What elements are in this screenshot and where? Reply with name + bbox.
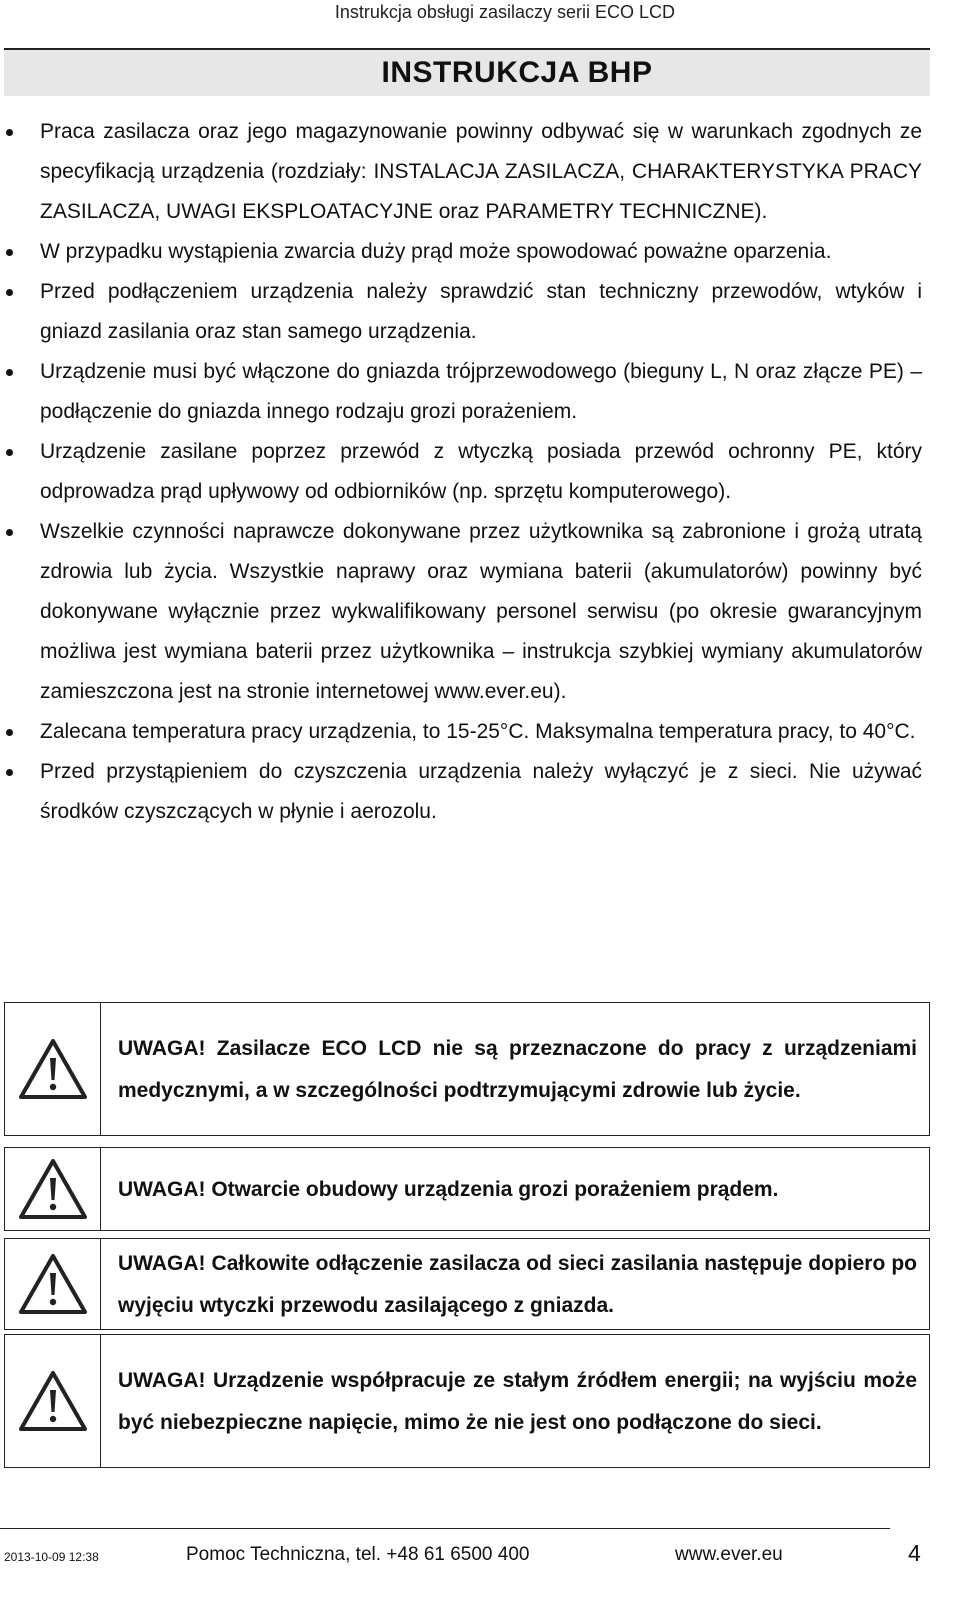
list-item-text: Wszelkie czynności naprawcze dokonywane przez użytkownika są zabronione i grożą utratą zdrowia lub życia. Wszystkie naprawy oraz wymiana baterii (akumulatorów) powinny być dokonywane wyłącznie przez wykwalifikowany personel serwisu (po okresie gwarancyjnym możliwa jest wymiana baterii przez użytkownika – instrukcja szybkiej wymiany akumulatorów zamieszczona jest na stronie internetowej www.ever.eu).	[40, 520, 922, 703]
list-item	[0, 712, 960, 752]
warning-text: UWAGA! Całkowite odłączenie zasilacza od sieci zasilania następuje dopiero po wyjęciu wtyczki przewodu zasilającego z gniazda.	[118, 1252, 917, 1317]
page-number: 4	[908, 1540, 921, 1566]
list-item-text: Przed przystąpieniem do czyszczenia urządzenia należy wyłączyć je z sieci. Nie używać środków czyszczących w płynie i aerozolu.	[40, 760, 922, 823]
bullet-icon	[6, 249, 13, 256]
list-item	[0, 512, 960, 712]
bullet-icon	[6, 289, 13, 296]
warning-text: UWAGA! Urządzenie współpracuje ze stałym źródłem energii; na wyjściu może być niebezpieczne napięcie, mimo że nie jest ono podłączone do sieci.	[118, 1369, 917, 1434]
list-item-text: Urządzenie musi być włączone do gniazda trójprzewodowego (bieguny L, N oraz złącze PE) – podłączenie do gniazda innego rodzaju grozi porażeniem.	[40, 360, 922, 423]
list-item-text: Zalecana temperatura pracy urządzenia, to 15-25°C. Maksymalna temperatura pracy, to 40°C.	[40, 720, 916, 743]
warning-box-medical	[4, 1002, 930, 1136]
list-item	[0, 272, 960, 352]
list-item	[0, 752, 960, 832]
warning-box-housing	[4, 1147, 930, 1231]
warning-text: UWAGA! Zasilacze ECO LCD nie są przeznaczone do pracy z urządzeniami medycznymi, a w szczególności podtrzymującymi zdrowie lub życie.	[118, 1037, 917, 1102]
warning-triangle-icon	[18, 1038, 88, 1100]
list-item	[0, 112, 960, 232]
list-item	[0, 432, 960, 512]
footer-website: www.ever.eu	[675, 1544, 783, 1565]
list-item-text: Przed podłączeniem urządzenia należy sprawdzić stan techniczny przewodów, wtyków i gniazd zasilania oraz stan samego urządzenia.	[40, 280, 922, 343]
bullet-icon	[6, 369, 13, 376]
warning-text: UWAGA! Otwarcie obudowy urządzenia grozi porażeniem prądem.	[118, 1178, 779, 1201]
section-heading-bar	[4, 48, 930, 96]
footer-date: 2013-10-09 12:38	[4, 1550, 99, 1564]
bullet-icon	[6, 529, 13, 536]
warning-triangle-icon	[18, 1158, 88, 1220]
section-heading: INSTRUKCJA BHP	[381, 56, 653, 89]
bullet-icon	[6, 769, 13, 776]
bullet-icon	[6, 129, 13, 136]
list-item-text: Praca zasilacza oraz jego magazynowanie powinny odbywać się w warunkach zgodnych ze specyfikacją urządzenia (rozdziały: INSTALACJA ZASILACZA, CHARAKTERYSTYKA PRACY ZASILACZA, UWAGI EKSPLOATACYJNE oraz PARAMETRY TECHNICZNE).	[40, 120, 922, 223]
bullet-icon	[6, 449, 13, 456]
footer-support: Pomoc Techniczna, tel. +48 61 6500 400	[186, 1544, 530, 1565]
document-header	[0, 2, 960, 23]
warning-triangle-icon	[18, 1253, 88, 1315]
list-item	[0, 232, 960, 272]
footer-divider	[0, 1528, 890, 1529]
document-title: Instrukcja obsługi zasilaczy serii ECO LCD	[334, 2, 675, 22]
list-item	[0, 352, 960, 432]
page-footer	[0, 1540, 960, 1574]
list-item-text: Urządzenie zasilane poprzez przewód z wtyczką posiada przewód ochronny PE, który odprowadza prąd upływowy od odbiorników (np. sprzętu komputerowego).	[40, 440, 922, 503]
bullet-icon	[6, 729, 13, 736]
list-item-text: W przypadku wystąpienia zwarcia duży prąd może spowodować poważne oparzenia.	[40, 240, 832, 263]
safety-list	[0, 112, 960, 832]
warning-triangle-icon	[18, 1370, 88, 1432]
warning-box-output-voltage	[4, 1334, 930, 1468]
warning-box-disconnect	[4, 1238, 930, 1330]
